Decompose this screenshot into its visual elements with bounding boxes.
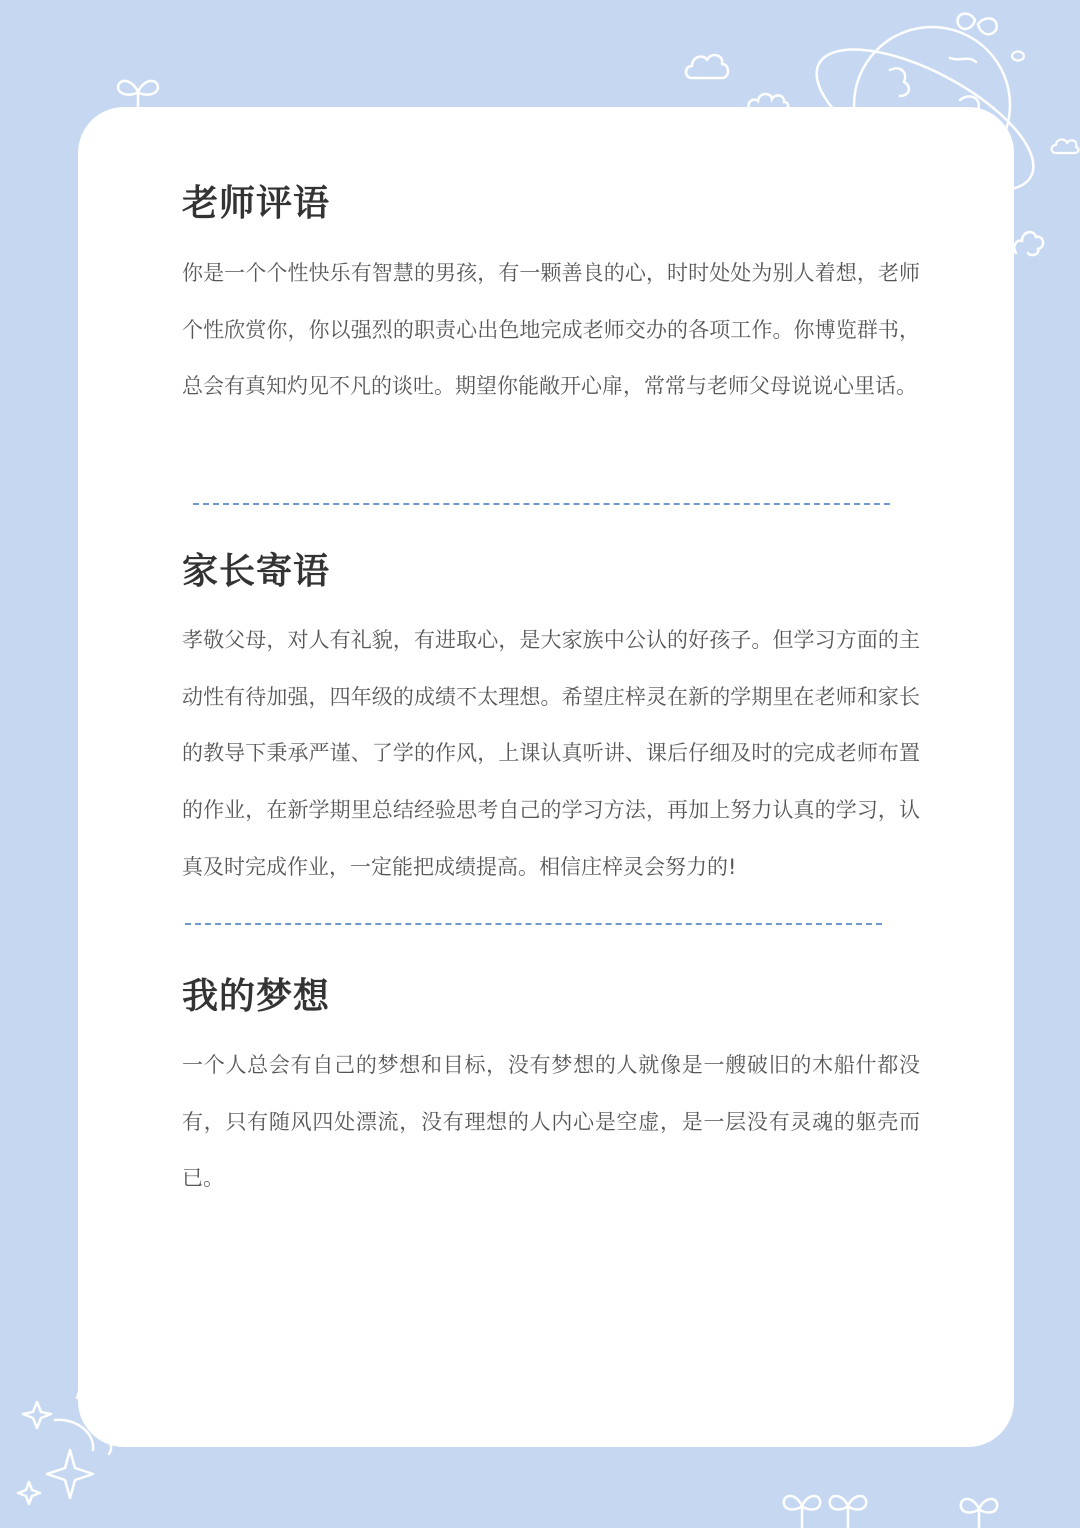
cloud-icon	[1012, 225, 1046, 257]
cloud-icon	[1050, 135, 1080, 157]
parent-message-text: 孝敬父母，对人有礼貌，有进取心，是大家族中公认的好孩子。但学习方面的主动性有待加强，四年级的成绩不太理想。希望庄梓灵在新的学期里在老师和家长的教导下秉承严谨、了学的作风，上课认真听讲、课后仔细及时的完成老师布置的作业，在新学期里总结经验思考自己的学习方法，再加上努力认真的学习，认真及时完成作业，一定能把成绩提高。相信庄梓灵会努力的!	[182, 628, 920, 879]
planet-icon	[800, 10, 1045, 200]
bean-icon	[1008, 46, 1028, 66]
teacher-comment-text: 你是一个个性快乐有智慧的男孩，有一颗善良的心，时时处处为别人着想，老师个性欣赏你，你以强烈的职责心出色地完成老师交办的各项工作。你博览群书，总会有真知灼见不凡的谈吐。期望你能敞开心扉，常常与老师父母说说心里话。	[182, 261, 920, 399]
sparkle-icon	[15, 1390, 125, 1515]
sprout-icon	[955, 1485, 1003, 1528]
my-dream-title: 我的梦想	[182, 976, 331, 1017]
cloud-icon	[682, 46, 732, 86]
my-dream-text: 一个人总会有自己的梦想和目标，没有梦想的人就像是一艘破旧的木船什都没有，只有随风四处漂流，没有理想的人内心是空虚，是一层没有灵魂的躯壳而已。	[182, 1053, 920, 1191]
section-divider	[193, 503, 890, 505]
sprout-icon	[778, 1478, 874, 1528]
section-divider	[185, 923, 882, 925]
sprout-icon	[110, 70, 166, 120]
teacher-comment-title: 老师评语	[182, 183, 331, 224]
parent-message-title: 家长寄语	[182, 551, 331, 592]
cloud-icon	[745, 88, 791, 110]
